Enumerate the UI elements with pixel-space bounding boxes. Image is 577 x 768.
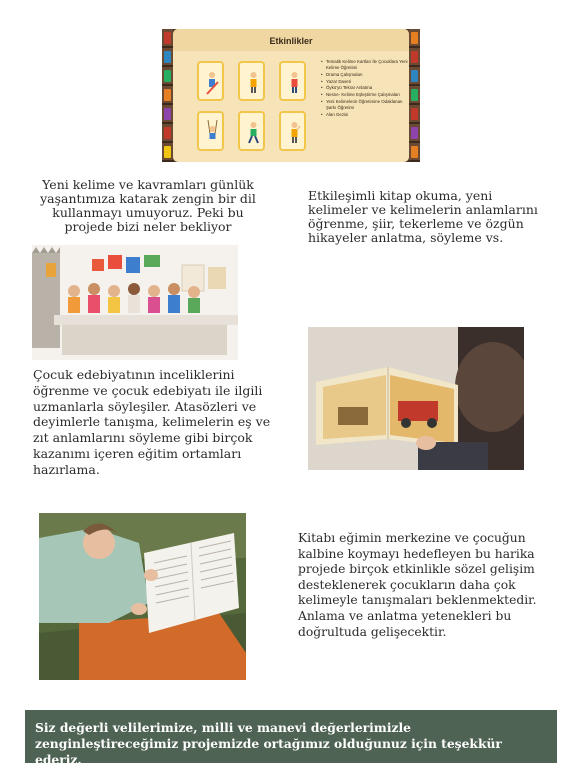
popup-book-photo <box>308 327 524 470</box>
intro-paragraph: Yeni kelime ve kavramları günlük yaşantımıza katarak zengin bir dil kullanmayı umuyoruz. Peki bu projede bizi neler bekliyor <box>40 177 256 234</box>
activity-item: • Öykü'yü Tekrar Anlatma <box>321 85 409 91</box>
bookshelf-right-decoration <box>409 29 420 162</box>
activity-item: • Nesne- Kelime Eşleştirme Çalışmaları <box>321 92 409 98</box>
activity-item: • Drama Çalışmaları <box>321 72 409 78</box>
activities-title: Etkinlikler <box>173 29 409 51</box>
child-swinging-icon <box>206 120 219 145</box>
reading-paragraph: Etkileşimli kitap okuma, yeni kelimeler ve kelimelerin anlamlarını öğrenme, şiir, tekerleme ve özgün hikayeler anlatma, söyleme vs. <box>308 188 538 245</box>
bookshelf-left-decoration <box>162 29 173 162</box>
activities-board <box>173 29 409 162</box>
activity-tile-exercise <box>238 111 265 151</box>
child-waving-icon <box>288 120 301 145</box>
thank-you-text: Siz değerli velilerimize, milli ve manevi değerlerimizle zenginleştireceğimiz projemizde ortağımız olduğunuz için teşekkür ederiz. <box>35 720 502 767</box>
activity-item: • Yazar Daveti <box>321 79 409 85</box>
activity-tile-play <box>279 61 306 101</box>
activity-item: • Alan Gezisi <box>321 112 409 118</box>
child-dancing-icon <box>247 70 260 95</box>
thank-you-banner <box>25 710 557 767</box>
activities-card <box>162 29 420 162</box>
activity-tile-swing <box>197 111 224 151</box>
child-sliding-icon <box>206 70 219 95</box>
activity-tile-wave <box>279 111 306 151</box>
child-reading-photo <box>39 513 246 680</box>
activity-tile-slide <box>197 61 224 101</box>
child-exercising-icon <box>247 120 260 145</box>
activity-tile-dance <box>238 61 265 101</box>
goal-paragraph: Kitabı eğimin merkezine ve çocuğun kalbine koymayı hedefleyen bu harika projede birçok etkinlikle sözel gelişim desteklenerek çocukların daha çok kelimeyle tanışmaları beklenmektedir. Anlama ve anlatma yetenekleri bu doğrultuda gelişecektir. <box>298 531 537 639</box>
children-classroom-photo <box>32 245 238 360</box>
activities-list <box>321 59 409 119</box>
activity-item: • Tematik Kelime Kartları İle Çocuklara Yeni Kelime Öğretimi <box>321 59 409 71</box>
literature-paragraph: Çocuk edebiyatının inceliklerini öğrenme ve çocuk edebiyatı ile ilgili uzmanlarla söyleşiler. Atasözleri ve deyimlerle tanışma, kelimelerin eş ve zıt anlamlarını söyleme gibi birçok kazanımı içeren eğitim ortamları hazırlama. <box>33 367 271 477</box>
child-playing-icon <box>288 70 301 95</box>
activity-item: • Yeni Kelimelerin Öğretimine Odaklanan Şarkı Öğretimi <box>321 99 409 111</box>
